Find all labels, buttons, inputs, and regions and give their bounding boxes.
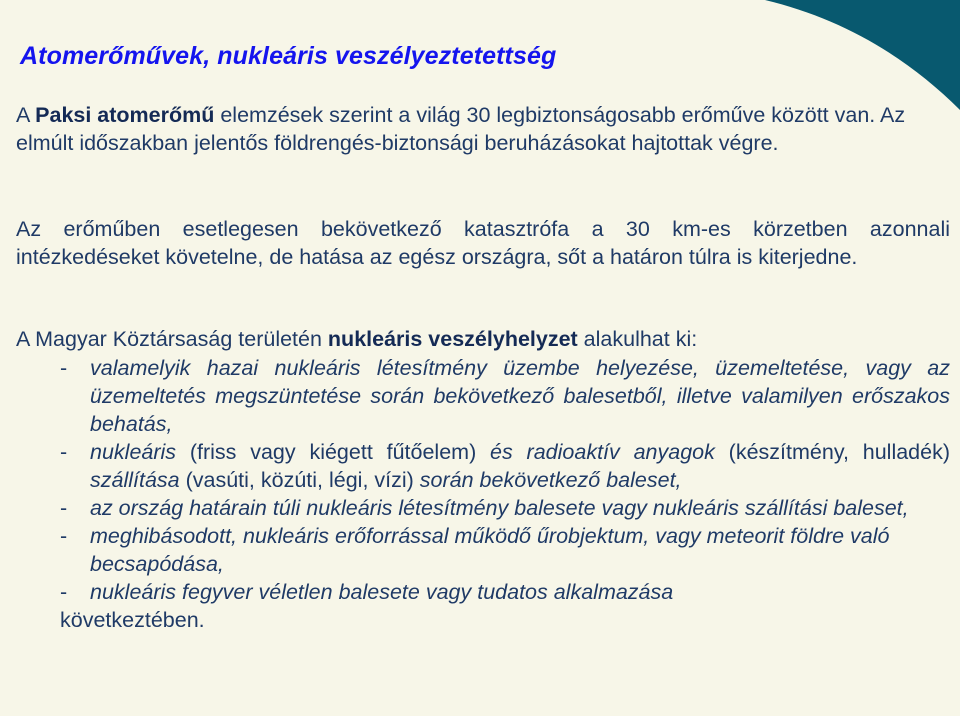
bullet-2-d: (készítmény, hulladék): [714, 440, 951, 464]
bullet-2-f: (vasúti, közúti, légi, vízi): [179, 468, 420, 492]
bullet-dash: -: [60, 524, 68, 548]
bullet-2-a: nukleáris: [90, 440, 177, 464]
p1-post: elemzések szerint a világ 30 legbiztonságosabb erőműve között van. Az elmúlt időszakban jelentős földrengés-biztonsági beruházásokat hajtottak végre.: [16, 103, 906, 155]
bullet-dash: -: [60, 580, 68, 604]
bullet-2-b: (friss vagy kiégett fűtőelem): [176, 440, 491, 464]
bullet-item-1: [60, 354, 950, 438]
bullet-item-3: [60, 494, 950, 522]
p1-pre: A: [16, 103, 36, 127]
p3-post: alakulhat ki:: [577, 327, 698, 351]
bullet-2-c: és radioaktív anyagok: [490, 440, 715, 464]
bullet-item-5: [60, 578, 950, 606]
bullet-item-2: [60, 438, 950, 494]
bullet-item-4: [60, 522, 950, 578]
bullet-list: [60, 354, 950, 634]
closing-word: következtében.: [60, 608, 205, 632]
p3-pre: A Magyar Köztársaság területén: [16, 327, 328, 351]
p1-bold: Paksi atomerőmű: [35, 103, 215, 127]
bullet-1-text: valamelyik hazai nukleáris létesítmény üzembe helyezése, üzemeltetése, vagy az üzemeltetés megszüntetése során bekövetkező balesetből, illetve valamilyen erőszakos behatás,: [90, 356, 950, 436]
bullet-dash: -: [60, 440, 68, 464]
bullet-3-text: az ország határain túli nukleáris létesítmény balesete vagy nukleáris szállítási baleset,: [90, 496, 909, 520]
paragraph-paks: [16, 101, 950, 157]
slide-title: Atomerőművek, nukleáris veszélyeztetettség: [20, 42, 557, 70]
p3-bold: nukleáris veszélyhelyzet: [327, 327, 578, 351]
paragraph-emergency-intro: [16, 325, 950, 353]
bullet-dash: -: [60, 496, 68, 520]
paragraph-catastrophe: Az erőműben esetlegesen bekövetkező katasztrófa a 30 km-es körzetben azonnali intézkedéseket követelne, de hatása az egész országra, sőt a határon túlra is kiterjedne.: [16, 217, 950, 269]
bullet-2-e: szállítása: [90, 468, 180, 492]
bullet-dash: -: [60, 356, 68, 380]
bullet-4-text: meghibásodott, nukleáris erőforrással működő űrobjektum, vagy meteorit földre való becsapódása,: [90, 524, 890, 576]
bullet-5-text: nukleáris fegyver véletlen balesete vagy tudatos alkalmazása: [90, 580, 674, 604]
bullet-2-g: során bekövetkező baleset,: [419, 468, 682, 492]
